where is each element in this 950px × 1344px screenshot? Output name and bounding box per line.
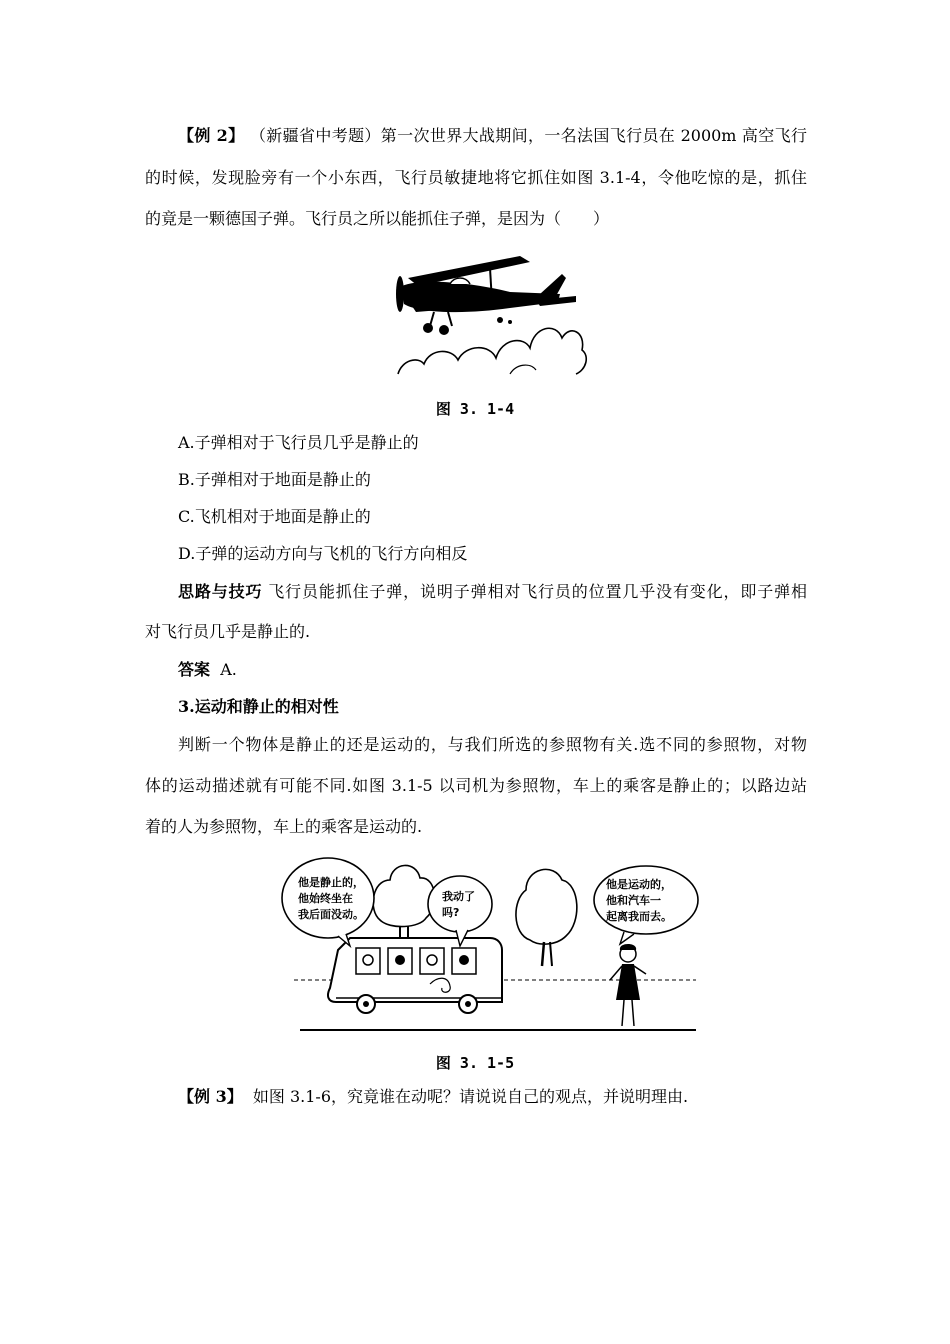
example2-tag: 【例 2】 (178, 126, 245, 145)
figure2-caption: 图 3. 1-5 (435, 1054, 515, 1072)
example2-line-2: 的时候，发现脸旁有一个小东西，飞行员敏捷地将它抓住如图 3.1-4，令他吃惊的是，抓住 (145, 168, 807, 187)
section3-line-1: 判断一个物体是静止的还是运动的，与我们所选的参照物有关.选不同的参照物，对物 (178, 735, 807, 754)
example3-line: 【例 3】 如图 3.1-6，究竟谁在动呢？请说说自己的观点，并说明理由. (178, 1087, 689, 1106)
analysis-line-2: 对飞行员几乎是静止的. (145, 622, 311, 641)
option-a: A.子弹相对于飞行员几乎是静止的 (178, 433, 419, 452)
bubble-left-line-3: 我后面没动。 (298, 908, 364, 921)
answer-value: A. (220, 660, 237, 679)
bubble-right-line-2: 他和汽车一 (606, 894, 661, 907)
bubble-mid-line-2: 吗? (442, 906, 460, 919)
analysis-label: 思路与技巧 (178, 582, 263, 601)
bubble-right-line-3: 起离我而去。 (606, 910, 672, 923)
example2-line-3: 的竟是一颗德国子弹。飞行员之所以能抓住子弹，是因为（ ） (145, 209, 610, 228)
bus-scene-illustration (280, 850, 700, 1040)
option-b: B.子弹相对于地面是静止的 (178, 470, 371, 489)
answer-line (178, 660, 807, 680)
example2-line-1: 【例 2】 （新疆省中考题）第一次世界大战期间，一名法国飞行员在 2000m 高空飞行 (178, 126, 807, 145)
section3-line-2: 体的运动描述就有可能不同.如图 3.1-5 以司机为参照物，车上的乘客是静止的；以路边站 (145, 776, 807, 795)
section3-line-3: 着的人为参照物，车上的乘客是运动的. (145, 817, 423, 836)
example3-tag: 【例 3】 (178, 1087, 243, 1106)
analysis-line-1: 思路与技巧 飞行员能抓住子弹，说明子弹相对飞行员的位置几乎没有变化，即子弹相 (178, 582, 807, 601)
bubble-right-line-1: 他是运动的， (606, 878, 672, 891)
option-d: D.子弹的运动方向与飞机的飞行方向相反 (178, 544, 468, 563)
bubble-left-line-1: 他是静止的， (298, 876, 364, 889)
option-c: C.飞机相对于地面是静止的 (178, 507, 371, 526)
bubble-mid-line-1: 我动了 (442, 890, 475, 903)
section3-heading: 3.运动和静止的相对性 (178, 697, 339, 716)
answer-label: 答案 (178, 660, 211, 679)
bubble-left-line-2: 他始终坐在 (298, 892, 353, 905)
figure1-caption: 图 3. 1-4 (435, 400, 515, 418)
biplane-illustration (390, 248, 590, 378)
